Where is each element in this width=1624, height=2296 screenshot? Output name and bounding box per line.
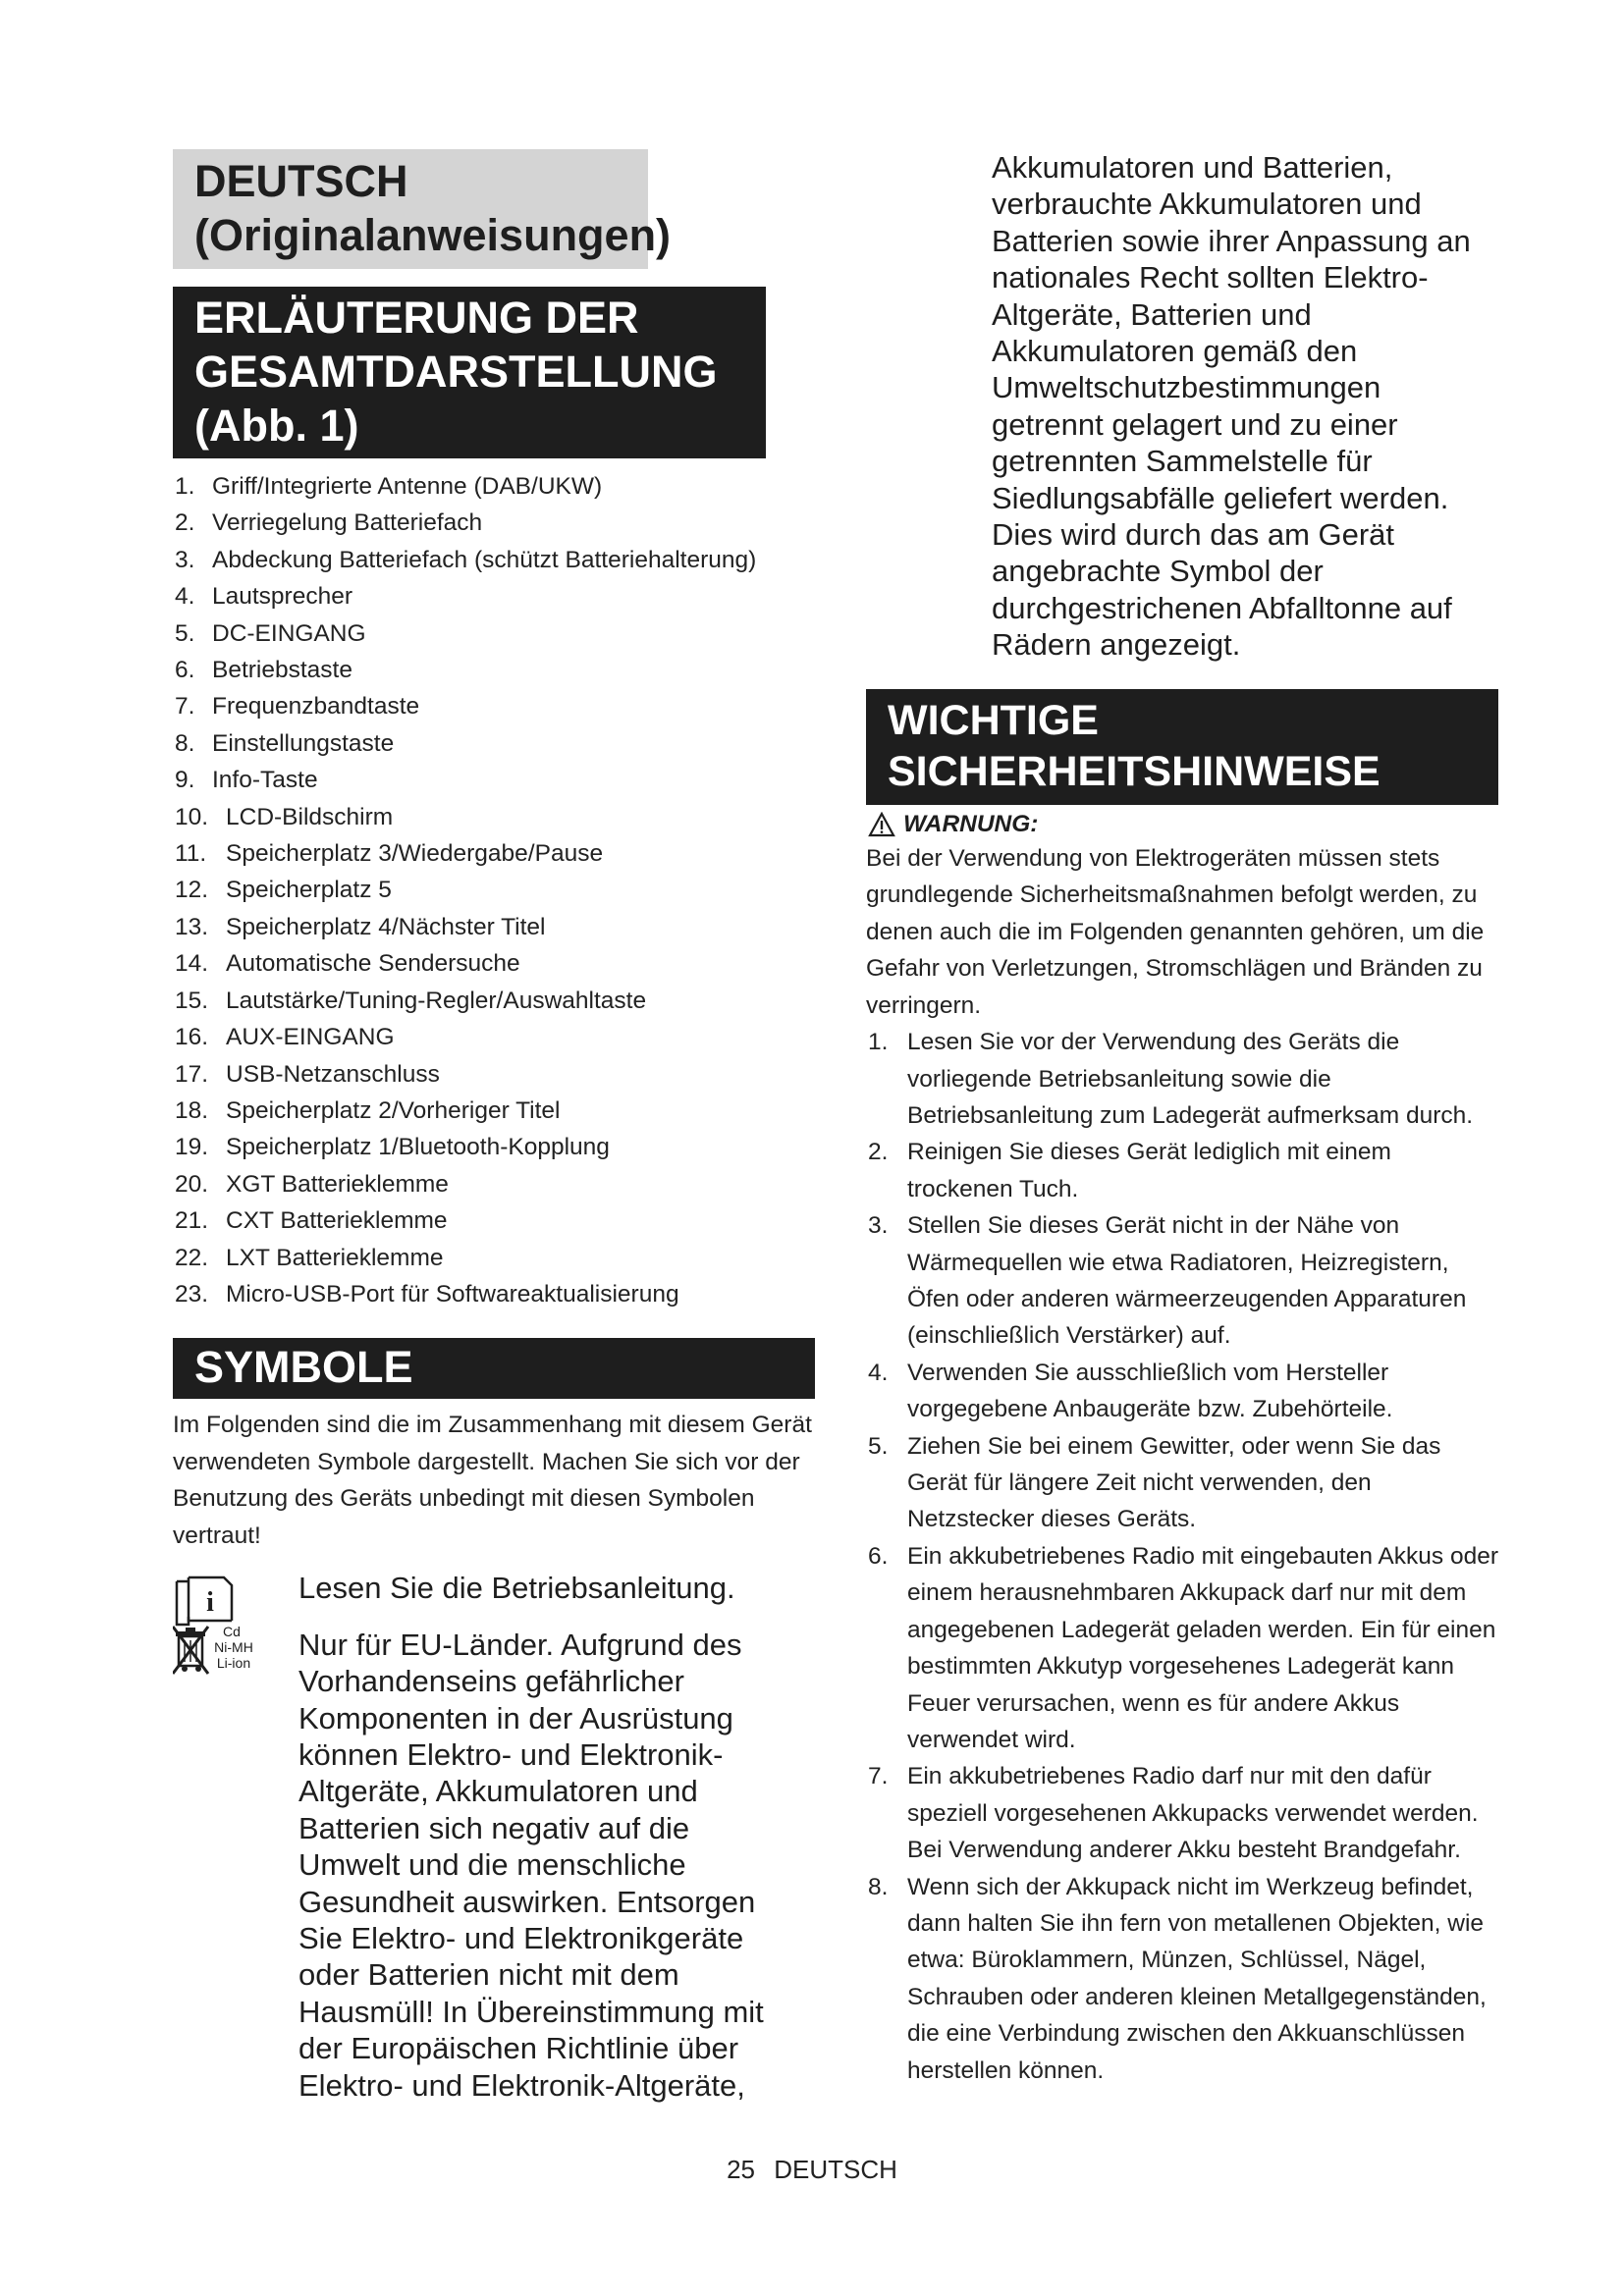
safety-rule-number: 5. xyxy=(868,1432,889,1460)
parts-list-item xyxy=(173,1276,815,1312)
parts-list-item xyxy=(173,615,815,652)
safety-rule-text: Verwenden Sie ausschließlich vom Hersteller vorgegebene Anbaugeräte bzw. Zubehörteile. xyxy=(907,1359,1393,1423)
safety-rule-number: 8. xyxy=(868,1873,889,1900)
parts-item-number: 11. xyxy=(175,840,207,868)
safety-rule-item xyxy=(866,1428,1506,1538)
parts-item-label: Automatische Sendersuche xyxy=(226,950,520,978)
safety-rule-text: Ein akkubetriebenes Radio mit eingebauten Akkus oder einem herausnehmbaren Akkupack darf nur mit dem angegebenen Ladegerät geladen werden. Ein für einen bestimmten Akkutyp vorgesehenes Ladegerät kann Feuer verursachen, wenn es für andere Akkus verwendet wird. xyxy=(907,1542,1498,1753)
safety-rule-item xyxy=(866,1355,1506,1428)
safety-rule-text: Stellen Sie dieses Gerät nicht in der Nähe von Wärmequellen wie etwa Radiatoren, Heizregistern, Öfen oder anderen wärmeerzeugenden Apparaturen (einschließlich Verstärker) auf. xyxy=(907,1212,1467,1350)
left-column xyxy=(173,149,815,2104)
parts-item-number: 14. xyxy=(175,950,209,978)
parts-item-number: 1. xyxy=(175,473,195,500)
parts-list xyxy=(173,468,815,1312)
safety-rule-text: Ziehen Sie bei einem Gewitter, oder wenn Sie das Gerät für längere Zeit nicht verwenden, den Netzstecker dieses Geräts. xyxy=(907,1432,1441,1533)
parts-item-number: 23. xyxy=(175,1280,209,1308)
parts-item-label: Verriegelung Batteriefach xyxy=(212,509,483,537)
safety-rule-number: 6. xyxy=(868,1542,889,1570)
parts-item-label: Speicherplatz 3/Wiedergabe/Pause xyxy=(226,840,604,868)
symbol-manual-row xyxy=(173,1570,815,1619)
parts-list-item xyxy=(173,835,815,872)
parts-list-item xyxy=(173,468,815,505)
parts-item-label: Speicherplatz 5 xyxy=(226,877,392,904)
parts-item-label: Abdeckung Batteriefach (schützt Batteriehalterung) xyxy=(212,546,757,573)
parts-list-item xyxy=(173,725,815,762)
parts-item-label: Griff/Integrierte Antenne (DAB/UKW) xyxy=(212,473,603,500)
parts-item-number: 18. xyxy=(175,1096,209,1124)
safety-rule-item xyxy=(866,1134,1506,1207)
parts-item-label: DC-EINGANG xyxy=(212,619,366,647)
symbol-eu-row xyxy=(173,1623,815,2104)
parts-item-label: CXT Batterieklemme xyxy=(226,1207,448,1235)
safety-rule-text: Wenn sich der Akkupack nicht im Werkzeug befindet, dann halten Sie ihn fern von metallenen Objekten, wie etwa: Büroklammern, Münzen, Schlüssel, Nägel, Schrauben oder anderen kleinen Metallgegenständen, die eine Verbindung zwischen den Akkuanschlüssen herstellen können. xyxy=(907,1873,1487,2084)
parts-item-number: 20. xyxy=(175,1170,209,1198)
safety-rule-item xyxy=(866,1024,1506,1134)
parts-list-item xyxy=(173,1056,815,1093)
warning-triangle-icon xyxy=(868,812,895,837)
parts-list-item xyxy=(173,688,815,724)
parts-item-number: 5. xyxy=(175,619,195,647)
symbol-eu-text: Nur für EU-Länder. Aufgrund des Vorhandenseins gefährlicher Komponenten in der Ausrüstung können Elektro- und Elektronik-Altgeräte, Akkumulatoren und Batterien sich negativ auf die Umwelt und die menschliche Gesundheit auswirken. Entsorgen Sie Elektro- und Elektronikgeräte oder Batterien nicht mit dem Hausmüll! In Übereinstimmung mit der Europäischen Richtlinie über Elektro- und Elektronik-Altgeräte, xyxy=(298,1627,764,2103)
parts-item-number: 6. xyxy=(175,657,195,684)
safety-rule-number: 4. xyxy=(868,1359,889,1386)
parts-item-number: 9. xyxy=(175,767,195,794)
parts-list-item xyxy=(173,1019,815,1055)
safety-rule-number: 1. xyxy=(868,1029,889,1056)
safety-heading: WICHTIGE SICHERHEITSHINWEISE xyxy=(866,689,1498,805)
parts-item-number: 3. xyxy=(175,546,195,573)
parts-item-number: 7. xyxy=(175,693,195,721)
safety-rule-item xyxy=(866,1538,1506,1758)
parts-item-label: Einstellungstaste xyxy=(212,729,395,757)
parts-list-item xyxy=(173,909,815,945)
parts-item-number: 15. xyxy=(175,987,209,1014)
safety-rule-number: 7. xyxy=(868,1763,889,1790)
parts-item-label: Info-Taste xyxy=(212,767,318,794)
safety-rules-list xyxy=(866,1024,1506,2089)
safety-rule-item xyxy=(866,1869,1506,2089)
parts-item-label: Speicherplatz 1/Bluetooth-Kopplung xyxy=(226,1134,610,1161)
eu-text-continuation: Akkumulatoren und Batterien, verbrauchte Akkumulatoren und Batterien sowie ihrer Anpassung an nationales Recht sollten Elektro-Altgeräte, Batterien und Akkumulatoren gemäß den Umweltschutzbestimmungen getrennt gelagert und zu einer getrennten Sammelstelle für Siedlungsabfälle geliefert werden. Dies wird durch das am Gerät angebrachte Symbol der durchgestrichenen Abfalltonne auf Rädern angezeigt. xyxy=(992,150,1471,663)
symbols-intro: Im Folgenden sind die im Zusammenhang mit diesem Gerät verwendeten Symbole dargestellt. Machen Sie sich vor der Benutzung des Geräts unbedingt mit diesen Symbolen vertraut! xyxy=(173,1412,812,1549)
parts-item-number: 4. xyxy=(175,583,195,611)
parts-item-number: 16. xyxy=(175,1024,209,1051)
parts-list-item xyxy=(173,872,815,908)
safety-rule-text: Reinigen Sie dieses Gerät lediglich mit einem trockenen Tuch. xyxy=(907,1139,1391,1202)
parts-item-number: 17. xyxy=(175,1060,209,1088)
parts-item-label: Micro-USB-Port für Softwareaktualisierung xyxy=(226,1280,679,1308)
bin-label-cd: Cd xyxy=(223,1623,241,1639)
parts-item-label: XGT Batterieklemme xyxy=(226,1170,449,1198)
manual-glyph: i xyxy=(206,1587,214,1619)
parts-item-label: USB-Netzanschluss xyxy=(226,1060,440,1088)
right-column xyxy=(866,149,1506,2089)
symbol-manual-text: Lesen Sie die Betriebsanleitung. xyxy=(298,1571,735,1606)
warning-row xyxy=(868,811,1506,838)
symbols-heading: SYMBOLE xyxy=(173,1338,815,1399)
page-title: DEUTSCH (Originalanweisungen) xyxy=(173,149,648,269)
safety-rule-item xyxy=(866,1758,1506,1868)
parts-item-label: LCD-Bildschirm xyxy=(226,803,394,830)
parts-item-number: 22. xyxy=(175,1244,209,1271)
parts-list-item xyxy=(173,578,815,614)
parts-item-label: Frequenzbandtaste xyxy=(212,693,420,721)
parts-item-label: LXT Batterieklemme xyxy=(226,1244,444,1271)
parts-item-number: 10. xyxy=(175,803,209,830)
safety-rule-item xyxy=(866,1207,1506,1355)
parts-item-label: Lautsprecher xyxy=(212,583,353,611)
safety-rule-number: 3. xyxy=(868,1212,889,1240)
overview-heading: ERLÄUTERUNG DER GESAMTDARSTELLUNG (Abb. 1) xyxy=(173,287,766,458)
parts-list-item xyxy=(173,1129,815,1165)
bin-label-liion: Li-ion xyxy=(216,1654,251,1671)
parts-item-number: 19. xyxy=(175,1134,209,1161)
parts-item-label: Speicherplatz 2/Vorheriger Titel xyxy=(226,1096,561,1124)
footer-language: DEUTSCH xyxy=(774,2155,897,2184)
parts-item-number: 21. xyxy=(175,1207,209,1235)
safety-rule-number: 2. xyxy=(868,1139,889,1166)
safety-rule-text: Ein akkubetriebenes Radio darf nur mit den dafür speziell vorgesehenen Akkupacks verwendet werden. Bei Verwendung anderer Akku besteht Brandgefahr. xyxy=(907,1763,1479,1864)
parts-list-item xyxy=(173,542,815,578)
bin-label-nimh: Ni-MH xyxy=(214,1638,253,1655)
page-footer xyxy=(0,2155,1624,2185)
parts-item-number: 12. xyxy=(175,877,209,904)
warning-label: WARNUNG: xyxy=(903,810,1039,837)
parts-list-item xyxy=(173,1202,815,1239)
parts-list-item xyxy=(173,983,815,1019)
parts-item-number: 13. xyxy=(175,913,209,940)
parts-item-label: Betriebstaste xyxy=(212,657,352,684)
parts-list-item xyxy=(173,799,815,835)
parts-item-number: 8. xyxy=(175,729,195,757)
warning-intro: Bei der Verwendung von Elektrogeräten müssen stets grundlegende Sicherheitsmaßnahmen befolgt werden, zu denen auch die im Folgenden genannten gehören, um die Gefahr von Verletzungen, Stromschlägen und Bränden zu verringern. xyxy=(866,844,1485,1019)
parts-list-item xyxy=(173,1093,815,1129)
parts-list-item xyxy=(173,505,815,541)
parts-item-label: AUX-EINGANG xyxy=(226,1024,395,1051)
parts-list-item xyxy=(173,1166,815,1202)
parts-list-item xyxy=(173,945,815,982)
parts-item-label: Lautstärke/Tuning-Regler/Auswahltaste xyxy=(226,987,647,1014)
page-number: 25 xyxy=(727,2155,755,2184)
parts-item-label: Speicherplatz 4/Nächster Titel xyxy=(226,913,546,940)
parts-list-item xyxy=(173,652,815,688)
parts-list-item xyxy=(173,762,815,798)
safety-rule-text: Lesen Sie vor der Verwendung des Geräts die vorliegende Betriebsanleitung sowie die Betriebsanleitung zum Ladegerät aufmerksam durch. xyxy=(907,1029,1474,1129)
crossed-bin-icon xyxy=(173,1623,261,1686)
parts-list-item xyxy=(173,1240,815,1276)
parts-item-number: 2. xyxy=(175,509,195,537)
